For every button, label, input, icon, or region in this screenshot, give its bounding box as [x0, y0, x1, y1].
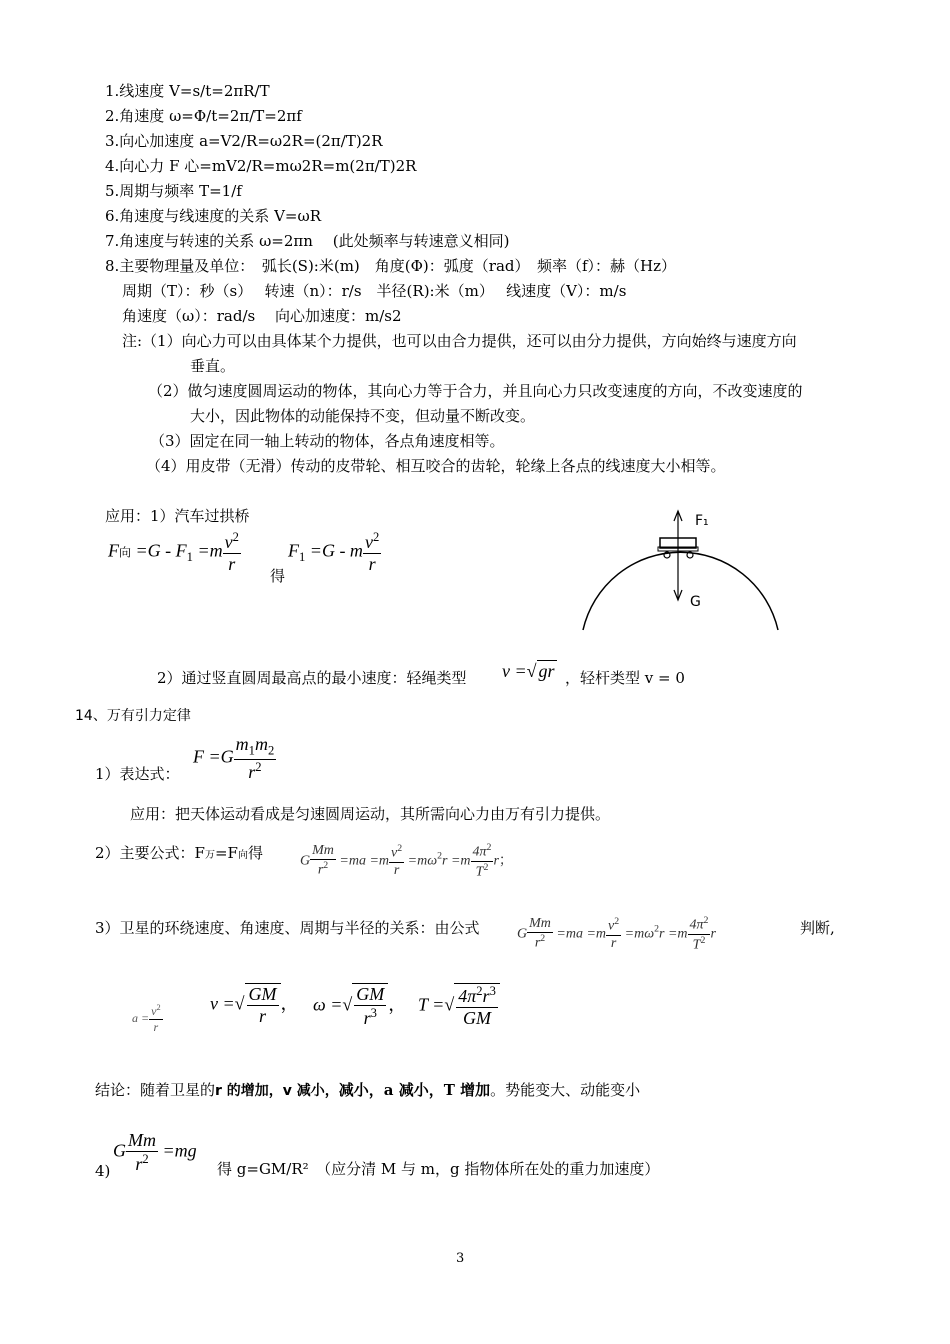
- formula-line-3: 3.向心加速度 a=V2/R=ω2R=(2π/T)2R: [105, 132, 383, 150]
- section-14-application: 应用：把天体运动看成是匀速圆周运动，其所需向心力由万有引力提供。: [130, 805, 611, 823]
- velocity-formula: v =√ $\frac{GM}{r}$ ，: [210, 984, 299, 1026]
- acceleration-formula: a = $\frac{v^2}{r}$: [132, 1003, 161, 1034]
- judge-label: 判断,: [800, 919, 835, 937]
- expression-label: 1）表达式：: [95, 765, 180, 783]
- formula-line-4: 4.向心力 F 心=mV2/R=mω2R=m(2π/T)2R: [105, 157, 417, 175]
- application-2-text: 2）通过竖直圆周最高点的最小速度：轻绳类型: [157, 669, 467, 687]
- note-3: （3）固定在同一轴上转动的物体，各点角速度相等。: [150, 432, 505, 450]
- bridge-result: $F_1 =G - m$ $\frac{v^2}{r}$: [288, 530, 380, 574]
- conclusion: 结论：随着卫星的r 的增加，v 减小，减小，a 减小，T 增加。势能变大、动能变小: [95, 1081, 641, 1099]
- application-title: 应用：1）汽车过拱桥: [105, 507, 250, 525]
- note-2: （2）做匀速度圆周运动的物体，其向心力等于合力，并且向心力只改变速度的方向，不改变速度的: [148, 382, 803, 400]
- main-formula-label: 2）主要公式：F万=F向得: [95, 844, 263, 862]
- formula-line-6: 6.角速度与线速度的关系 V=ωR: [105, 207, 322, 225]
- satellite-equation: G $\frac{Mm}{r^2}$ =ma =m $\frac{v^2}{r}$ $=m\omega^2r =m$ $\frac{4\pi^2}{T^2}$ r: [517, 915, 716, 953]
- item-4-text: 得 g=GM/R² （应分清 M 与 m，g 指物体所在处的重力加速度）: [217, 1160, 660, 1178]
- arch-bridge-figure: [570, 505, 800, 640]
- formula-line-2: 2.角速度 ω=Φ/t=2π/T=2πf: [105, 107, 302, 125]
- units-line-2: 角速度（ω）：rad/s 向心加速度：m/s2: [122, 307, 402, 325]
- satellite-text: 3）卫星的环绕速度、角速度、周期与半径的关系：由公式: [95, 919, 480, 937]
- angular-velocity-formula: ω =√ $\frac{GM}{r^3}$ ，: [313, 984, 407, 1028]
- note-2-cont: 大小，因此物体的动能保持不变，但动量不断改变。: [190, 407, 536, 425]
- note-1: 注:（1）向心力可以由具体某个力提供，也可以由合力提供，还可以由分力提供，方向始终与速度方向: [122, 332, 797, 350]
- force-g-label: G: [690, 594, 701, 610]
- units-line-1: 周期（T）：秒（s） 转速（n）：r/s 半径(R):米（m） 线速度（V）：m/s: [122, 282, 627, 300]
- formula-line-7: 7.角速度与转速的关系 ω=2πn (此处频率与转速意义相同): [105, 232, 510, 250]
- force-f1-label: F₁: [695, 513, 709, 529]
- gravitation-formula: F =G $\frac{m_1m_2}{r^2}$: [193, 734, 275, 782]
- page-number: 3: [456, 1251, 465, 1266]
- note-4: （4）用皮带（无滑）传动的皮带轮、相互咬合的齿轮，轮缘上各点的线速度大小相等。: [146, 457, 726, 475]
- bridge-arc: [583, 552, 778, 630]
- formula-line-8: 8.主要物理量及单位： 弧长(S):米(m) 角度(Φ)：弧度（rad） 频率（f）：赫（Hz）: [105, 257, 677, 275]
- formula-line-1: 1.线速度 V=s/t=2πR/T: [105, 82, 270, 100]
- de-label: 得: [270, 567, 286, 585]
- section-14-title: 14、万有引力定律: [75, 708, 191, 724]
- main-formula-equation: G $\frac{Mm}{r^2}$ =ma =m $\frac{v^2}{r}$ $=m\omega^2r =m$ $\frac{4\pi^2}{T^2}$ r；: [300, 842, 513, 880]
- period-formula: T =√ $\frac{4\pi^2r^3}{GM}$: [418, 983, 500, 1029]
- note-1-cont: 垂直。: [190, 357, 236, 375]
- formula-line-5: 5.周期与频率 T=1/f: [105, 182, 242, 200]
- application-2-suffix: ，轻杆类型 v = 0: [565, 669, 685, 687]
- surface-gravity-formula: G $\frac{Mm}{r^2}$ =mg: [113, 1130, 197, 1174]
- item-4-label: 4): [95, 1162, 111, 1180]
- min-speed-formula: v =√ gr: [502, 661, 555, 681]
- bridge-equation: F向 $=G - F_1 =m$ $\frac{v^2}{r}$: [108, 530, 239, 574]
